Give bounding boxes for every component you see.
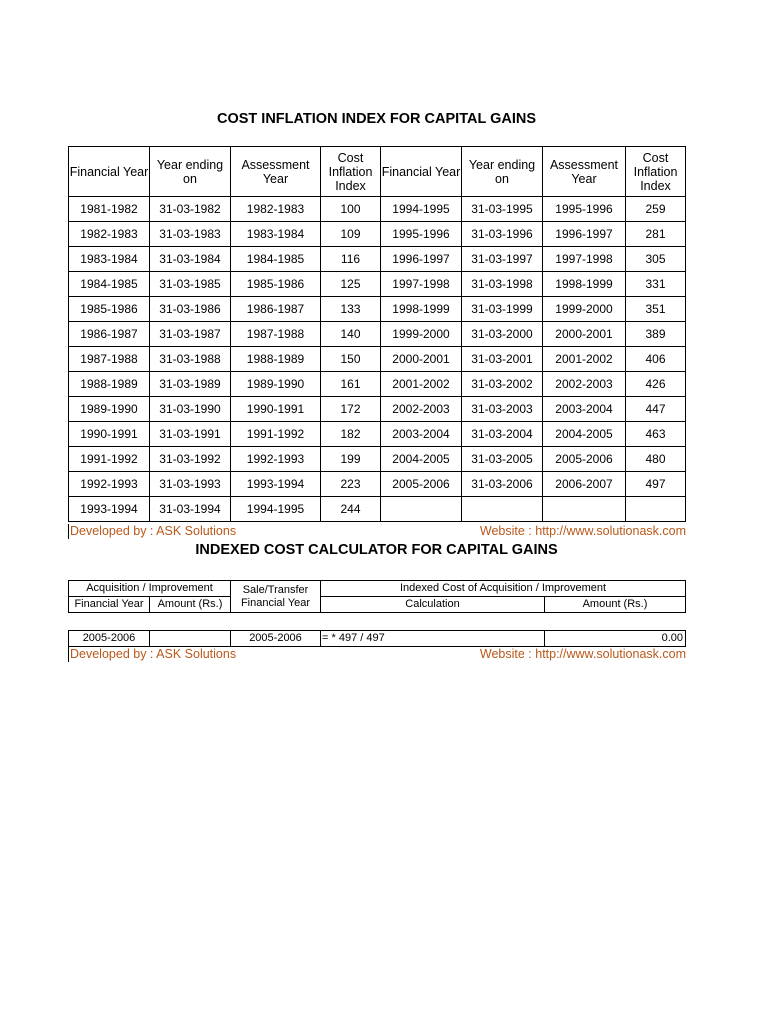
table-cell: 31-03-1994 <box>150 497 231 522</box>
table-cell: 1987-1988 <box>69 347 150 372</box>
table-cell: 31-03-1983 <box>150 222 231 247</box>
table-cell: 31-03-1996 <box>462 222 543 247</box>
table-cell: 244 <box>321 497 381 522</box>
table-cell: 223 <box>321 472 381 497</box>
table-cell: 199 <box>321 447 381 472</box>
table-cell: 1981-1982 <box>69 197 150 222</box>
table-cell: 1998-1999 <box>543 272 626 297</box>
table-cell: 31-03-1985 <box>150 272 231 297</box>
table-cell: 1985-1986 <box>69 297 150 322</box>
table-cell: 259 <box>626 197 686 222</box>
table-cell: 2002-2003 <box>381 397 462 422</box>
header-row <box>69 147 686 197</box>
table-row <box>69 197 686 222</box>
table-cell: 2004-2005 <box>381 447 462 472</box>
table-cell: 2005-2006 <box>381 472 462 497</box>
table-cell: 331 <box>626 272 686 297</box>
table-cell: 109 <box>321 222 381 247</box>
table-cell: 31-03-1986 <box>150 297 231 322</box>
table-row <box>69 397 686 422</box>
table-cell: 281 <box>626 222 686 247</box>
table-row <box>69 222 686 247</box>
column-header: Year ending on <box>150 147 231 197</box>
table-cell: 1982-1983 <box>231 197 321 222</box>
column-header: Cost Inflation Index <box>626 147 686 197</box>
table-cell: 31-03-1990 <box>150 397 231 422</box>
table-cell: 1992-1993 <box>69 472 150 497</box>
calculation-cell <box>321 631 545 647</box>
table-cell: 1987-1988 <box>231 322 321 347</box>
table-cell: 1988-1989 <box>69 372 150 397</box>
table-cell: 31-03-1999 <box>462 297 543 322</box>
table-cell: 497 <box>626 472 686 497</box>
table-cell: 31-03-1987 <box>150 322 231 347</box>
table-cell <box>543 497 626 522</box>
calculator-row <box>69 631 686 647</box>
column-header: Year ending on <box>462 147 543 197</box>
website-link[interactable]: Website : http://www.solutionask.com <box>479 524 686 538</box>
indexed-amount-cell: 0.00 <box>545 631 686 647</box>
table-cell: 1983-1984 <box>231 222 321 247</box>
table-cell: 116 <box>321 247 381 272</box>
column-header: Assessment Year <box>543 147 626 197</box>
table-cell: 1984-1985 <box>231 247 321 272</box>
table-cell: 1982-1983 <box>69 222 150 247</box>
table-cell: 389 <box>626 322 686 347</box>
table-cell: 1989-1990 <box>69 397 150 422</box>
table-cell: 351 <box>626 297 686 322</box>
table-row <box>69 472 686 497</box>
developer-credit: Developed by : ASK Solutions <box>70 524 237 538</box>
table-cell: 140 <box>321 322 381 347</box>
table-cell: 1990-1991 <box>69 422 150 447</box>
table-cell: 31-03-2005 <box>462 447 543 472</box>
table-cell: 2005-2006 <box>543 447 626 472</box>
developer-credit: Developed by : ASK Solutions <box>70 647 237 661</box>
calculator-header-table <box>68 580 686 613</box>
table-cell: 1985-1986 <box>231 272 321 297</box>
table-cell: 1993-1994 <box>231 472 321 497</box>
table-cell: 1995-1996 <box>543 197 626 222</box>
table-cell: 1983-1984 <box>69 247 150 272</box>
table-cell: 31-03-1998 <box>462 272 543 297</box>
sale-year-header: Sale/Transfer Financial Year <box>231 581 321 613</box>
column-header: Cost Inflation Index <box>321 147 381 197</box>
calculator-input-table <box>68 630 686 647</box>
table-cell: 1994-1995 <box>381 197 462 222</box>
table-cell: 426 <box>626 372 686 397</box>
table-cell: 1986-1987 <box>69 322 150 347</box>
calc-equals: = <box>322 632 329 644</box>
table-cell: 1997-1998 <box>543 247 626 272</box>
table-cell: 31-03-1993 <box>150 472 231 497</box>
table-cell: 447 <box>626 397 686 422</box>
table-cell: 31-03-2003 <box>462 397 543 422</box>
table-cell: 31-03-1982 <box>150 197 231 222</box>
acq-amount-header: Amount (Rs.) <box>150 597 231 613</box>
table-cell <box>462 497 543 522</box>
table-cell: 1992-1993 <box>231 447 321 472</box>
table-row <box>69 497 686 522</box>
credit-line <box>68 524 686 539</box>
table-cell: 31-03-2001 <box>462 347 543 372</box>
column-header: Financial Year <box>381 147 462 197</box>
cost-inflation-index-table <box>68 146 686 522</box>
table-cell: 31-03-1992 <box>150 447 231 472</box>
table-cell: 182 <box>321 422 381 447</box>
column-header: Financial Year <box>69 147 150 197</box>
indexed-cost-group-header: Indexed Cost of Acquisition / Improvement <box>321 581 686 597</box>
table-cell: 1984-1985 <box>69 272 150 297</box>
table-cell: 2001-2002 <box>381 372 462 397</box>
table-row <box>69 447 686 472</box>
table-cell: 1993-1994 <box>69 497 150 522</box>
table-cell: 305 <box>626 247 686 272</box>
table-cell <box>626 497 686 522</box>
website-link[interactable]: Website : http://www.solutionask.com <box>479 647 686 661</box>
table-cell: 1994-1995 <box>231 497 321 522</box>
table-row <box>69 272 686 297</box>
table-row <box>69 347 686 372</box>
table-row <box>69 247 686 272</box>
table-cell: 406 <box>626 347 686 372</box>
credit-line-bottom <box>68 647 686 662</box>
table-cell: 1996-1997 <box>381 247 462 272</box>
table-cell: 133 <box>321 297 381 322</box>
table-cell: 31-03-1988 <box>150 347 231 372</box>
column-header: Assessment Year <box>231 147 321 197</box>
table-cell: 2003-2004 <box>381 422 462 447</box>
table-cell <box>381 497 462 522</box>
table-row <box>69 297 686 322</box>
table-cell: 1990-1991 <box>231 397 321 422</box>
acquisition-group-header: Acquisition / Improvement <box>69 581 231 597</box>
table-cell: 1986-1987 <box>231 297 321 322</box>
acquisition-year-cell[interactable]: 2005-2006 <box>69 631 150 647</box>
table-cell: 100 <box>321 197 381 222</box>
table-cell: 31-03-1991 <box>150 422 231 447</box>
acq-financial-year-header: Financial Year <box>69 597 150 613</box>
table-cell: 2003-2004 <box>543 397 626 422</box>
table-cell: 463 <box>626 422 686 447</box>
acquisition-amount-cell[interactable] <box>150 631 231 647</box>
table-cell: 2006-2007 <box>543 472 626 497</box>
table-cell: 480 <box>626 447 686 472</box>
table-row <box>69 322 686 347</box>
table-cell: 125 <box>321 272 381 297</box>
table-cell: 31-03-2006 <box>462 472 543 497</box>
table-cell: 172 <box>321 397 381 422</box>
indexed-amount-header: Amount (Rs.) <box>545 597 686 613</box>
table-cell: 2004-2005 <box>543 422 626 447</box>
table-cell: 31-03-1997 <box>462 247 543 272</box>
table-cell: 1988-1989 <box>231 347 321 372</box>
cii-table-title: COST INFLATION INDEX FOR CAPITAL GAINS <box>217 111 536 127</box>
table-row <box>69 372 686 397</box>
table-cell: 1997-1998 <box>381 272 462 297</box>
table-cell: 2002-2003 <box>543 372 626 397</box>
table-cell: 31-03-2002 <box>462 372 543 397</box>
table-cell: 1998-1999 <box>381 297 462 322</box>
calculator-title: INDEXED COST CALCULATOR FOR CAPITAL GAINS <box>195 542 558 558</box>
table-cell: 2000-2001 <box>543 322 626 347</box>
table-cell: 1999-2000 <box>381 322 462 347</box>
table-row <box>69 422 686 447</box>
table-cell: 2000-2001 <box>381 347 462 372</box>
table-cell: 31-03-1984 <box>150 247 231 272</box>
calc-expression: * 497 / 497 <box>328 632 385 644</box>
table-cell: 31-03-2000 <box>462 322 543 347</box>
sale-year-cell[interactable]: 2005-2006 <box>231 631 321 647</box>
table-cell: 1995-1996 <box>381 222 462 247</box>
table-cell: 1991-1992 <box>231 422 321 447</box>
table-cell: 31-03-1995 <box>462 197 543 222</box>
table-cell: 2001-2002 <box>543 347 626 372</box>
table-cell: 1991-1992 <box>69 447 150 472</box>
table-cell: 161 <box>321 372 381 397</box>
table-cell: 1996-1997 <box>543 222 626 247</box>
table-cell: 150 <box>321 347 381 372</box>
table-cell: 1999-2000 <box>543 297 626 322</box>
table-cell: 31-03-1989 <box>150 372 231 397</box>
calculation-header: Calculation <box>321 597 545 613</box>
table-cell: 31-03-2004 <box>462 422 543 447</box>
table-cell: 1989-1990 <box>231 372 321 397</box>
